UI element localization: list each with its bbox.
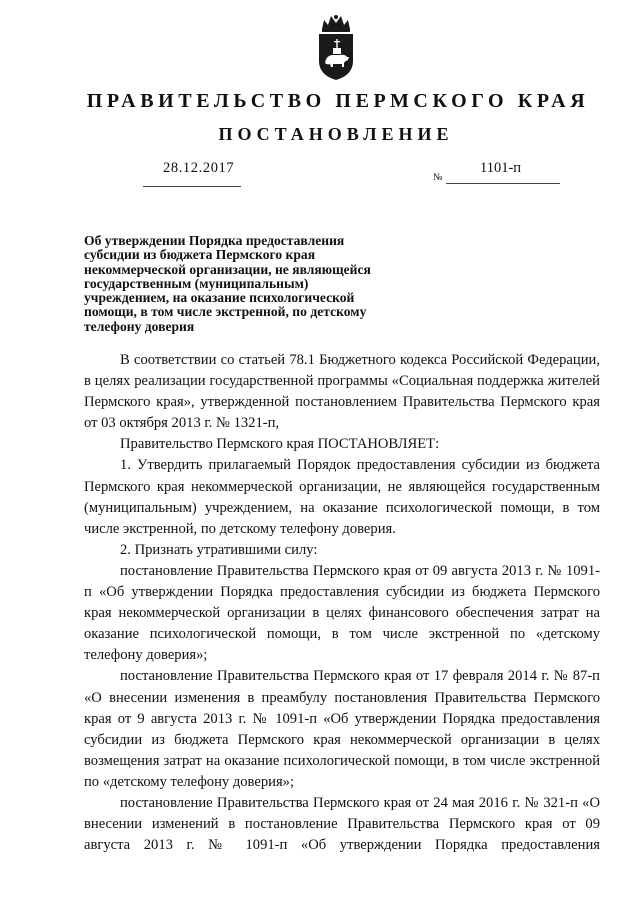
body-paragraph: 2. Признать утратившими силу: [120, 541, 318, 558]
decree-body [84, 350, 600, 856]
body-paragraph: Правительство Пермского края ПОСТАНОВЛЯЕТ: [120, 436, 440, 453]
subject-line: некоммерческой организации, не являющейся [84, 261, 371, 277]
decree-number: 1101-п [480, 160, 522, 176]
subject-line: субсидии из бюджета Пермского края [84, 247, 316, 263]
subject-line: учреждением, на оказание психологической [84, 290, 355, 306]
subject-line: Об утверждении Порядка предоставления [84, 233, 345, 248]
number-sign: № [433, 172, 443, 183]
document-type-title: ПОСТАНОВЛЕНИЕ [218, 124, 454, 144]
subject-line: государственным (муниципальным) [84, 275, 309, 291]
coat-of-arms-icon [315, 11, 357, 81]
body-paragraph: постановление Правительства Пермского края от 17 февраля 2014 г. № 87-п «О внесении изменения в преамбулу постановления Правительства Пермского края от 9 августа 2013 г. № 1091-п «Об утверждении Порядка предоставления субсидии из бюджета Пермского края некоммерческой организации в целях возмещения затрат на оказание психологической помощи, в том числе экстренной по «детскому телефону доверия»; [84, 668, 600, 790]
decree-subject [84, 234, 424, 334]
body-paragraph: постановление Правительства Пермского края от 09 августа 2013 г. № 1091-п «Об утверждении Порядка предоставления субсидии из бюджета Пермского края некоммерческой организации в целях финансового обеспечения затрат на оказание психологической помощи, в том числе экстренной по «детскому телефону доверия»; [84, 562, 600, 664]
date-underline [143, 186, 241, 187]
decree-date: 28.12.2017 [163, 160, 235, 176]
subject-line: помощи, в том числе экстренной, по детскому [84, 304, 367, 320]
body-paragraph: постановление Правительства Пермского края от 24 мая 2016 г. № 321-п «О внесении изменений в постановление Правительства Пермского края от 09 августа 2013 г. № 1091-п «Об утверждении Порядка предоставления [84, 794, 600, 854]
government-title: ПРАВИТЕЛЬСТВО ПЕРМСКОГО КРАЯ [86, 90, 590, 112]
number-underline [446, 183, 560, 184]
body-paragraph: В соответствии со статьей 78.1 Бюджетного кодекса Российской Федерации, в целях реализации государственной программы «Социальная поддержка жителей Пермского края», утвержденной постановлением Правительства Пермского края от 03 октября 2013 г. № 1321-п, [84, 352, 600, 432]
body-paragraph: 1. Утвердить прилагаемый Порядок предоставления субсидии из бюджета Пермского края некоммерческой организации, не являющейся государственным (муниципальным) учреждением, на оказание психологической помощи, в том числе экстренной, по детскому телефону доверия. [84, 457, 600, 537]
subject-line: телефону доверия [84, 318, 195, 334]
